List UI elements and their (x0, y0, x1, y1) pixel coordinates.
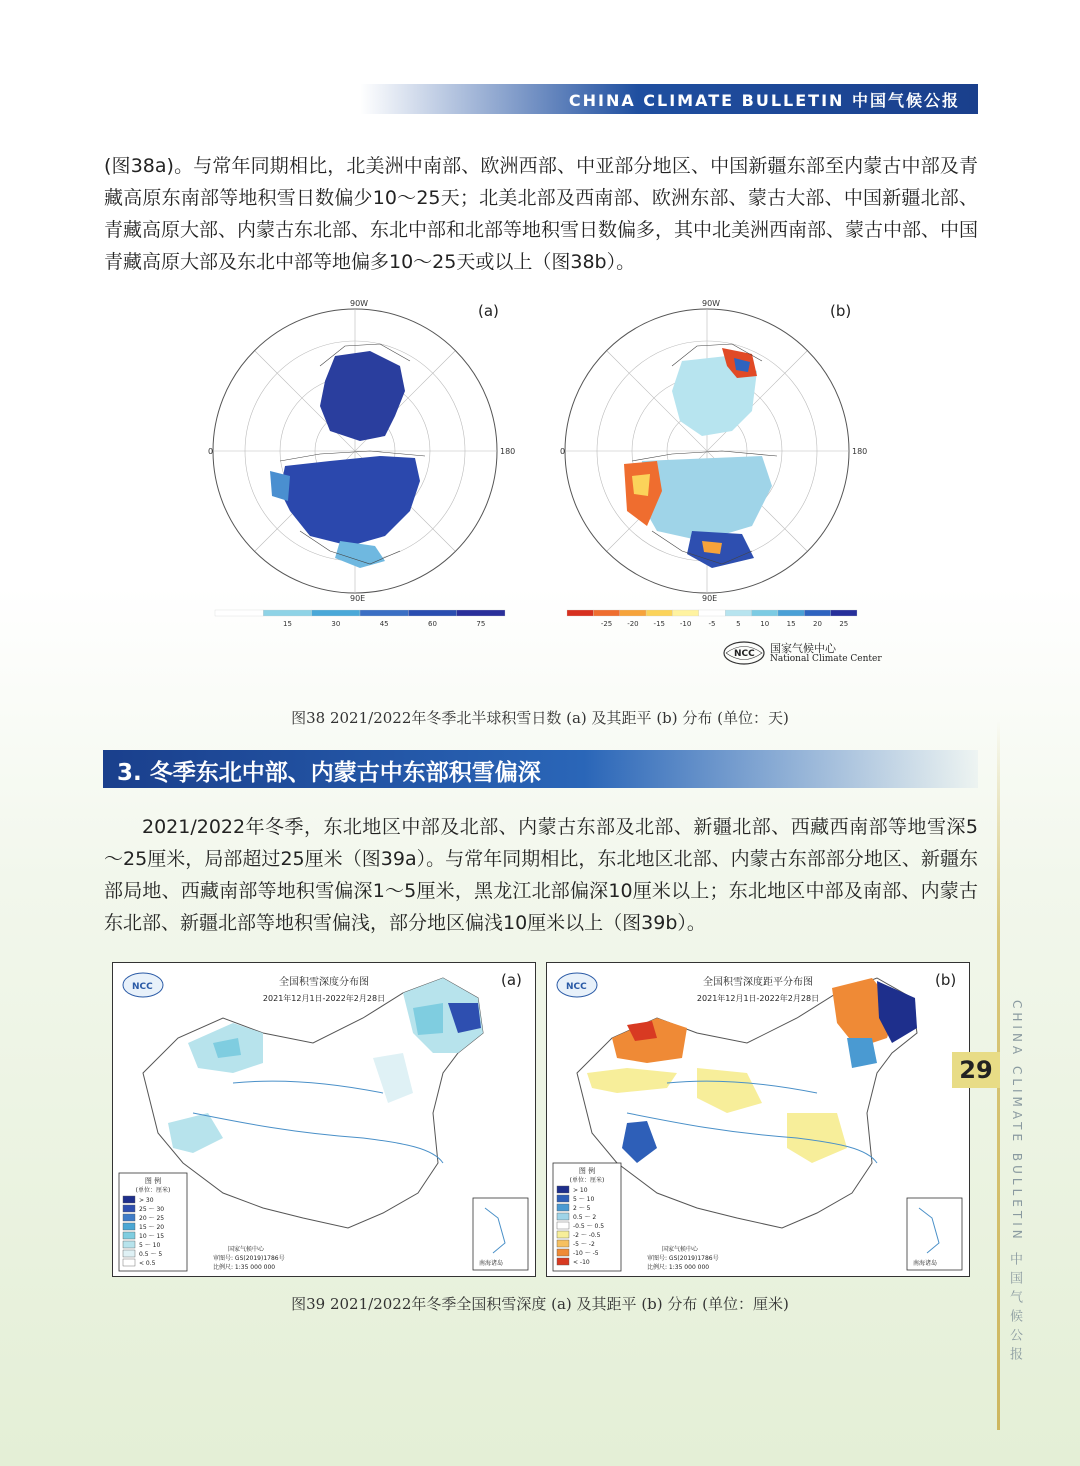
fig38-caption: 图38 2021/2022年冬季北半球积雪日数 (a) 及其距平 (b) 分布 (单位：天) (291, 709, 789, 727)
fig38b-colorbar-tick: -15 (653, 620, 665, 628)
fig39a-title: 全国积雪深度分布图 (279, 977, 369, 988)
body-paragraph-1: (图38a)。与常年同期相比，北美洲中南部、欧洲西部、中亚部分地区、中国新疆东部至内蒙古中部及青藏高原东南部等地积雪日数偏少10～25天；北美北部及西南部、欧洲东部、蒙古大部、中国新疆北部、青藏高原大部、内蒙古东北部、东北中部和北部等地积雪日数偏多，其中北美洲西南部、蒙古中部、中国青藏高原大部及东北中部等地偏多10～25天或以上（图38b）。 (104, 155, 979, 273)
ncc-logo (722, 640, 882, 668)
fig39a-legend-swatch (123, 1205, 135, 1212)
fig39b-legend-title: 图 例 (578, 1167, 596, 1175)
fig39a-legend-item: 25 ～ 30 (139, 1206, 165, 1213)
fig39a-legend-item: 15 ～ 20 (139, 1224, 165, 1231)
body-paragraph-2 (104, 811, 978, 939)
fig39b-legend-item: -10 ～ -5 (573, 1250, 599, 1257)
fig38a-colorbar-swatch (312, 610, 360, 616)
fig39a-legend-swatch (123, 1241, 135, 1248)
fig39a-footer-2: 审图号: GS(2019)1786号 (213, 1255, 285, 1262)
fig39b-legend-item: 2 ～ 5 (573, 1205, 591, 1212)
fig39b-legend-item: 0.5 ～ 2 (573, 1214, 597, 1221)
fig39a-legend-swatch (123, 1232, 135, 1239)
fig39a-label: (a) (501, 971, 522, 989)
fig38a-lon-90e: 90E (350, 594, 366, 603)
fig39b-inset-label: 南海诸岛 (913, 1260, 938, 1267)
fig39a-legend-swatch (123, 1259, 135, 1266)
fig38b-lon-90w: 90W (702, 299, 721, 308)
fig39b-logo-mark: NCC (566, 982, 587, 992)
fig38a-map (210, 296, 520, 626)
fig38b-colorbar-swatch (752, 610, 778, 616)
fig38a-colorbar-tick: 60 (428, 620, 437, 628)
fig39a-legend-item: 20 ～ 25 (139, 1215, 165, 1222)
fig38a-lon-0: 0 (208, 447, 214, 456)
fig38b-colorbar (567, 610, 857, 628)
fig38b-colorbar-tick: -25 (600, 620, 613, 628)
fig39a-legend-swatch (123, 1250, 135, 1257)
fig39a-footer (213, 1245, 285, 1271)
fig38b-colorbar-swatch (699, 610, 725, 616)
fig38a-colorbar-tick: 15 (283, 620, 292, 628)
fig39b-legend-unit: (单位：厘米) (569, 1177, 605, 1184)
fig39b-legend (553, 1163, 621, 1271)
fig38b-label: (b) (830, 302, 852, 320)
fig39b-legend-item: -0.5 ～ 0.5 (573, 1223, 605, 1230)
fig39a-inset-label: 南海诸岛 (479, 1260, 504, 1267)
fig38b-lon-90e: 90E (702, 594, 718, 603)
fig38b-colorbar-tick: -20 (627, 620, 639, 628)
fig39b-legend-swatch (557, 1240, 569, 1247)
fig39b-legend-swatch (557, 1213, 569, 1220)
fig38b-colorbar-swatch (672, 610, 698, 616)
fig39b-legend-swatch (557, 1195, 569, 1202)
fig38b-colorbar-tick: -5 (708, 620, 716, 628)
fig39b-legend-swatch (557, 1258, 569, 1265)
side-title-cn: 中国气候公报 (1007, 1252, 1022, 1366)
fig39b-legend-swatch (557, 1186, 569, 1193)
fig39b-footer (647, 1245, 719, 1271)
fig38a-colorbar-swatch (360, 610, 408, 616)
fig38b-colorbar-swatch (804, 610, 830, 616)
fig38b-map (562, 296, 872, 626)
fig38b-lon-0: 0 (560, 447, 566, 456)
fig39a-legend-swatch (123, 1214, 135, 1221)
fig39a-legend-item: 5 ～ 10 (139, 1242, 161, 1249)
fig39a-legend-title: 图 例 (144, 1177, 162, 1185)
fig38b-colorbar-swatch (725, 610, 751, 616)
fig38b-lon-180: 180 (852, 447, 868, 456)
side-title-en: CHINA CLIMATE BULLETIN (1010, 1000, 1024, 1243)
section-bar (103, 750, 978, 788)
header-band (360, 84, 978, 114)
ncc-logo-cn: 国家气候中心 (770, 642, 836, 655)
fig39b-date: 2021年12月1日-2022年2月28日 (696, 994, 820, 1003)
fig39a-logo-mark: NCC (132, 982, 153, 992)
fig38a-colorbar-swatch (263, 610, 311, 616)
fig39b-footer-1: 国家气候中心 (662, 1246, 699, 1253)
fig38a-colorbar-swatch (457, 610, 505, 616)
fig39b-legend-item: -2 ～ -0.5 (573, 1232, 601, 1239)
fig38b-colorbar-swatch (646, 610, 672, 616)
fig39a-legend-item: 0.5 ～ 5 (139, 1251, 163, 1258)
fig39a-legend-unit: (单位：厘米) (135, 1187, 171, 1194)
fig39b-title: 全国积雪深度距平分布图 (703, 977, 813, 988)
header-title: CHINA CLIMATE BULLETIN 中国气候公报 (568, 91, 960, 110)
fig39a-legend-item: < 0.5 (139, 1260, 156, 1267)
fig38b-colorbar-tick: 15 (786, 620, 796, 628)
body-paragraph-2-text: 2021/2022年冬季，东北地区中部及北部、内蒙古东部及北部、新疆北部、西藏西南部等地雪深5～25厘米，局部超过25厘米（图39a）。与常年同期相比，东北地区北部、内蒙古东部部分地区、新疆东部局地、西藏南部等地积雪偏深1～5厘米，黑龙江北部偏深10厘米以上；东北地区中部及南部、内蒙古东北部、新疆北部等地积雪偏浅，部分地区偏浅10厘米以上（图39b）。 (104, 816, 978, 934)
fig39b-legend-item: > 10 (573, 1187, 588, 1194)
page-number: 29 (952, 1052, 1000, 1088)
fig39b-legend-swatch (557, 1249, 569, 1256)
fig38b-colorbar-swatch (620, 610, 646, 616)
fig39a-legend (119, 1173, 187, 1271)
fig39b-footer-3: 比例尺: 1:35 000 000 (647, 1264, 710, 1271)
fig39b-legend-item: 5 ～ 10 (573, 1196, 595, 1203)
fig39b-legend-item: -5 ～ -2 (573, 1241, 595, 1248)
fig39b-legend-swatch (557, 1231, 569, 1238)
fig38b-colorbar-tick: 20 (812, 620, 822, 628)
fig39b-legend-swatch (557, 1222, 569, 1229)
fig38b-colorbar-swatch (593, 610, 619, 616)
fig39a-date: 2021年12月1日-2022年2月28日 (262, 994, 386, 1003)
fig38b-colorbar-swatch (567, 610, 593, 616)
fig38b-colorbar-tick: 10 (760, 620, 770, 628)
ncc-logo-mark: NCC (734, 649, 755, 659)
fig38a-colorbar-tick: 45 (379, 620, 389, 628)
fig38b-colorbar-tick: -10 (679, 620, 692, 628)
fig39a-footer-3: 比例尺: 1:35 000 000 (213, 1264, 276, 1271)
fig39a-legend-item: > 30 (139, 1197, 154, 1204)
fig39a-legend-swatch (123, 1196, 135, 1203)
fig39-caption: 图39 2021/2022年冬季全国积雪深度 (a) 及其距平 (b) 分布 (单位：厘米) (291, 1295, 789, 1313)
fig39a-map (112, 962, 536, 1277)
fig39b-label: (b) (935, 971, 957, 989)
fig39b-footer-2: 审图号: GS(2019)1786号 (647, 1255, 719, 1262)
fig39a-footer-1: 国家气候中心 (228, 1246, 265, 1253)
fig38a-label: (a) (478, 302, 499, 320)
ncc-logo-en: National Climate Center (770, 654, 882, 664)
fig38b-colorbar-swatch (831, 610, 857, 616)
fig38a-colorbar-swatch (215, 610, 263, 616)
fig38a-lon-90w: 90W (350, 299, 369, 308)
fig39b-legend-item: < -10 (573, 1259, 590, 1266)
fig39a-legend-swatch (123, 1223, 135, 1230)
fig38a-colorbar-tick: 30 (331, 620, 341, 628)
fig38a-colorbar-swatch (408, 610, 456, 616)
fig38b-colorbar-swatch (778, 610, 804, 616)
fig38a-colorbar-tick: 75 (476, 620, 486, 628)
fig38b-colorbar-tick: 25 (839, 620, 849, 628)
fig38a-colorbar (215, 610, 505, 628)
section-title: 3. 冬季东北中部、内蒙古中东部积雪偏深 (117, 760, 541, 786)
fig39b-legend-swatch (557, 1204, 569, 1211)
fig38b-colorbar-tick: 5 (736, 620, 741, 628)
fig39b-map (546, 962, 970, 1277)
fig38a-lon-180: 180 (500, 447, 516, 456)
fig39a-legend-item: 10 ～ 15 (139, 1233, 165, 1240)
